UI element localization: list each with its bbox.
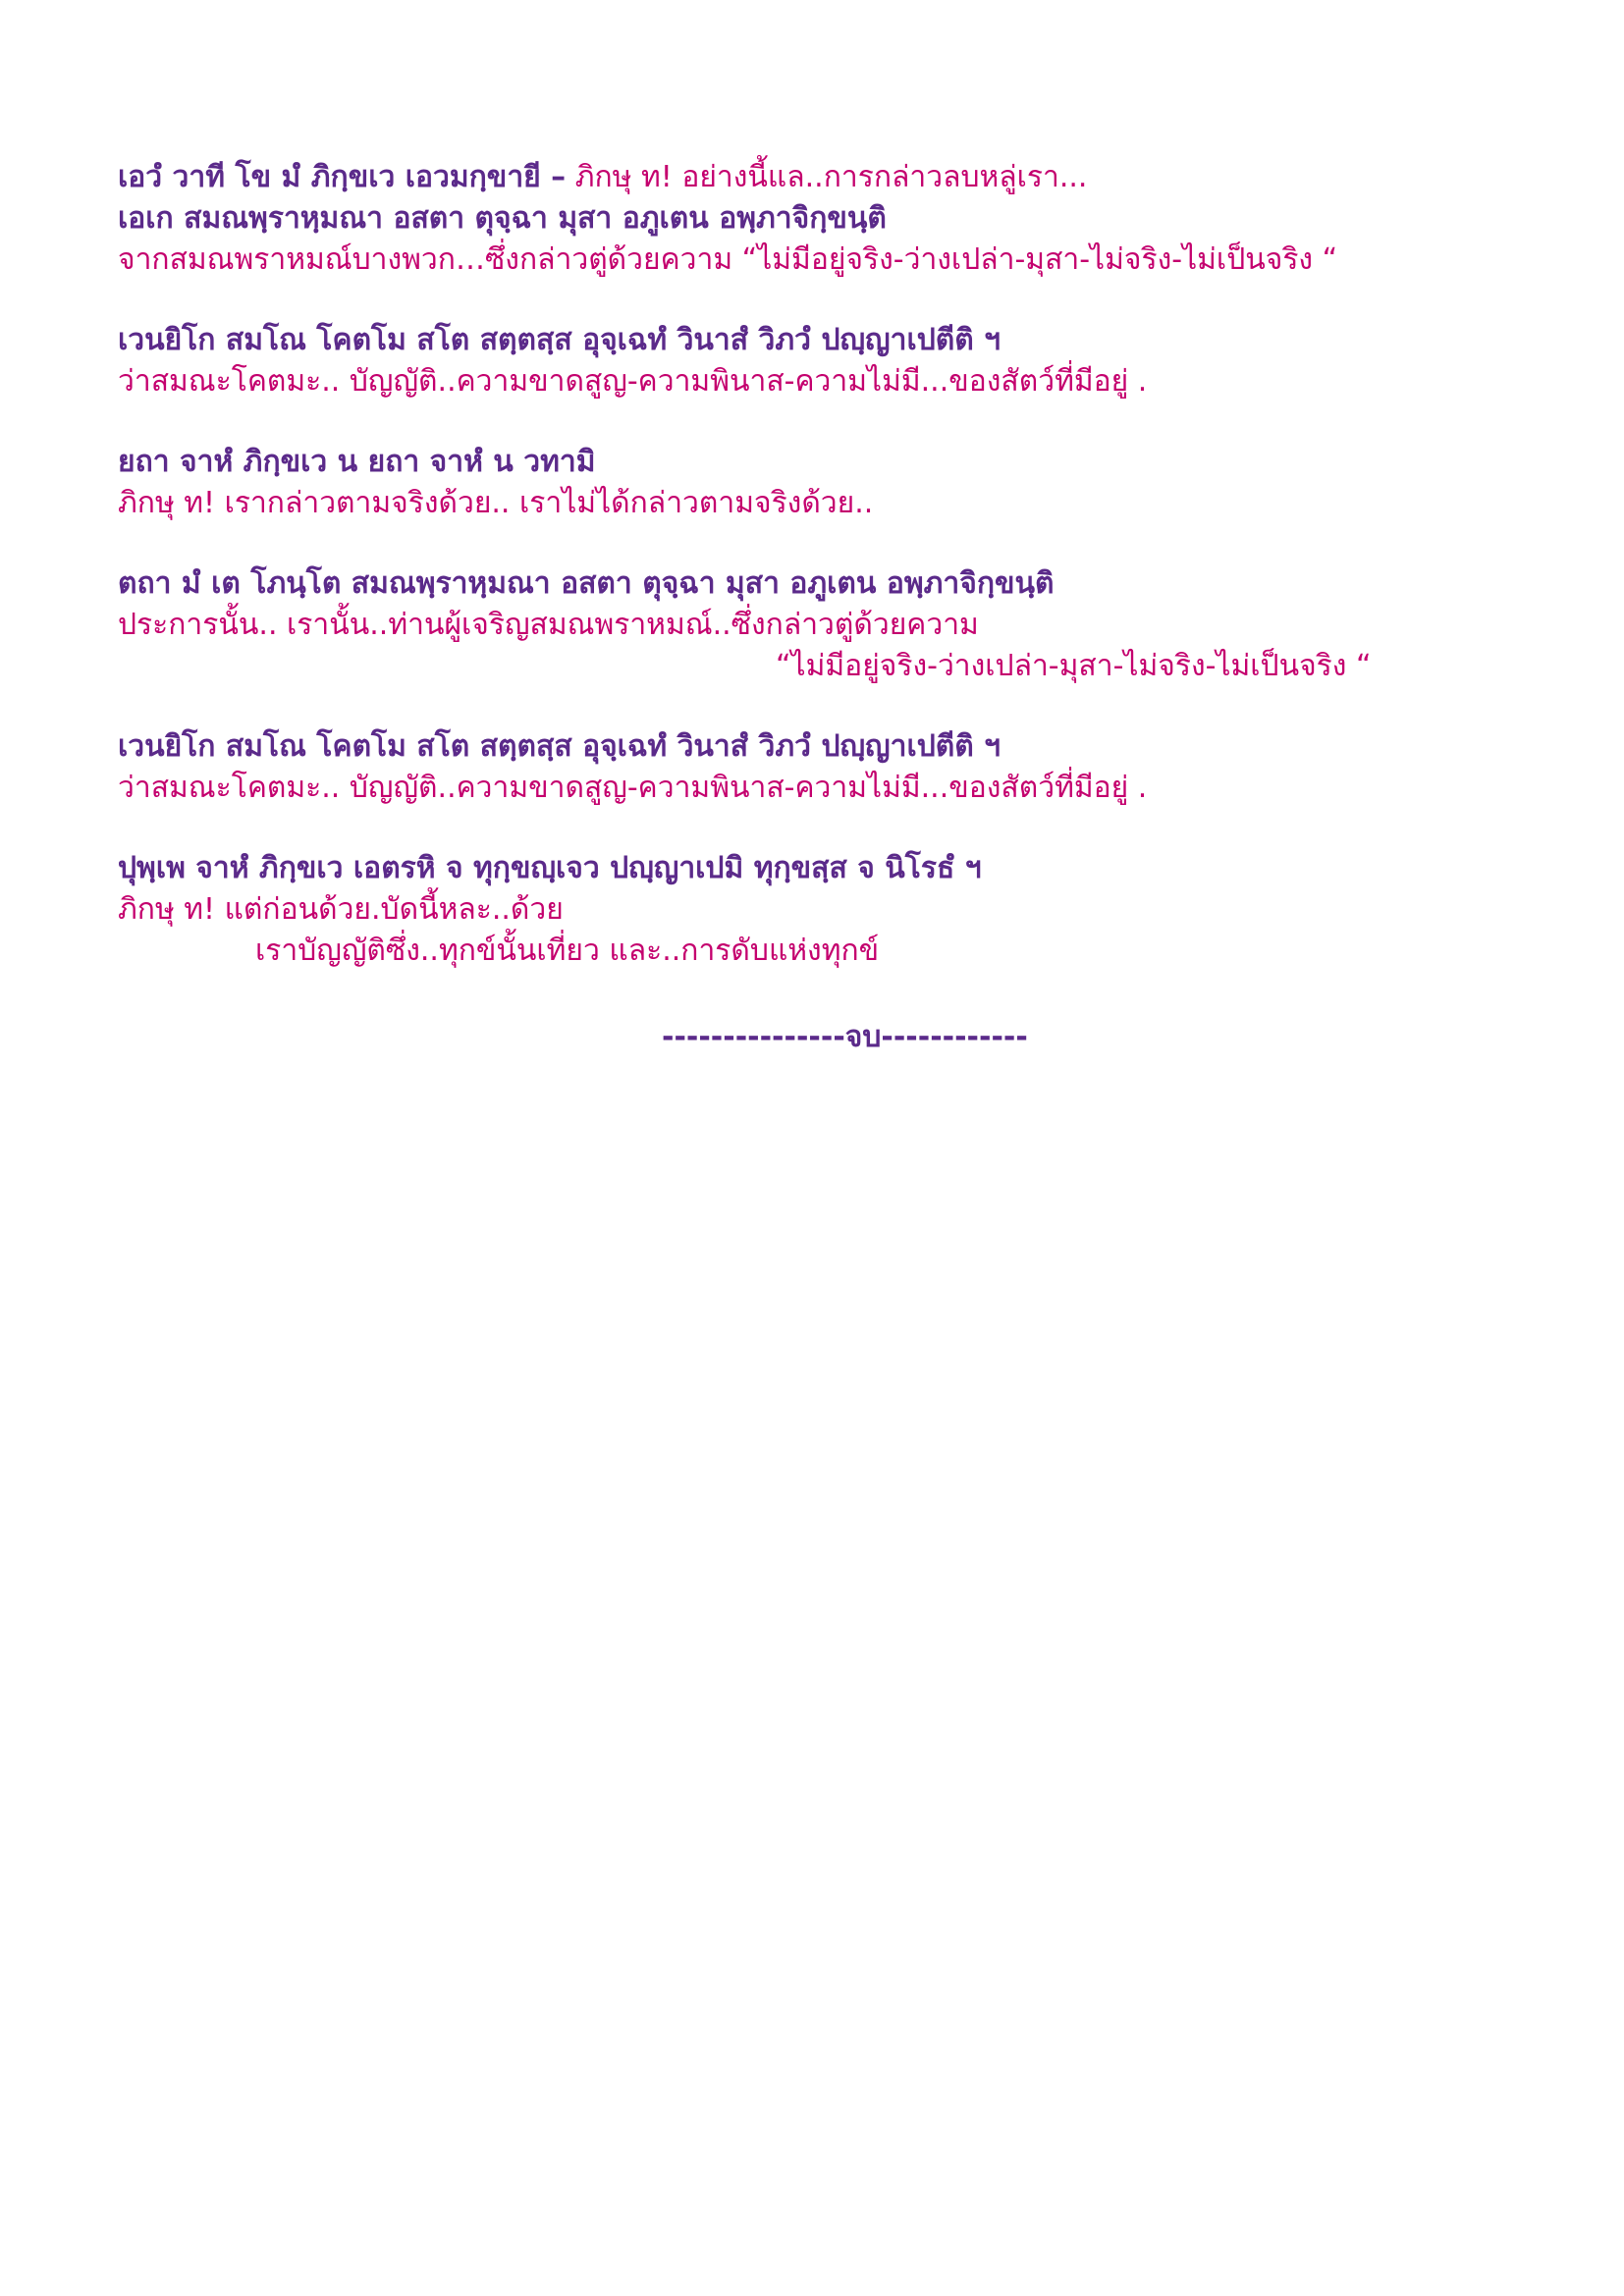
spacer [118,402,1532,442]
verse-2-thai: ว่าสมณะโคตมะ.. บัญญัติ..ความขาดสูญ-ความพินาส-ความไม่มี...ของสัตว์ที่มีอยู่ . [118,364,1148,399]
verse-6-pali: ปุพฺเพ จาหํ ภิกฺขเว เอตรหิ จ ทุกฺขญฺเจว ปญฺญาเปมิ ทุกฺขสฺส จ นิโรธํ ฯ [118,851,982,885]
verse-6-thai: ภิกษุ ท! แต่ก่อนด้วย.บัดนี้หละ..ด้วย [118,892,564,927]
verse-1-thai: จากสมณพราหมณ์บางพวก…ซึ่งกล่าวตู่ด้วยความ “ไม่มีอยู่จริง-ว่างเปล่า-มุสา-ไม่จริง-ไม่เป็นจริง “ [118,242,1338,277]
verse-5-thai: ว่าสมณะโคตมะ.. บัญญัติ..ความขาดสูญ-ความพินาส-ความไม่มี...ของสัตว์ที่มีอยู่ . [118,771,1148,805]
verse-2-pali: เวนยิโก สมโณ โคตโม สโต สตฺตสฺส อุจฺเฉทํ วินาสํ วิภวํ ปญฺญาเปตีติ ฯ [118,323,1001,357]
end-marker: ---------------จบ------------ [662,1020,1028,1054]
verse-4-thai: ประการนั้น.. เรานั้น..ท่านผู้เจริญสมณพราหมณ์..ซึ่งกล่าวตู่ด้วยความ [118,608,979,642]
spacer [118,687,1532,726]
verse-4-thai-quote: “ไม่มีอยู่จริง-ว่างเปล่า-มุสา-ไม่จริง-ไม่เป็นจริง “ [776,649,1372,683]
verse-5-pali: เวนยิโก สมโณ โคตโม สโต สตฺตสฺส อุจฺเฉทํ วินาสํ วิภวํ ปญฺญาเปตีติ ฯ [118,729,1001,764]
verse-1-thai-intro: ภิกษุ ท! อย่างนี้แล..การกล่าวลบหลู่เรา... [566,160,1088,194]
verse-1-line-1 [118,157,1532,198]
verse-6-thai-indented: เราบัญญัติซึ่ง..ทุกข์นั้นเที่ยว และ..การดับแห่งทุกข์ [255,934,880,968]
verse-4-pali: ตถา มํ เต โภนฺโต สมณพฺราหฺมณา อสตา ตุจฺฉา มุสา อภูเตน อพฺภาจิกฺขนฺติ [118,566,1055,601]
spacer [118,281,1532,320]
verse-3-thai: ภิกษุ ท! เรากล่าวตามจริงด้วย.. เราไม่ได้กล่าวตามจริงด้วย.. [118,486,874,520]
document-body [118,157,1532,972]
verse-1-pali: เอเก สมณพฺราหฺมณา อสตา ตุจฺฉา มุสา อภูเตน อพฺภาจิกฺขนฺติ [118,201,887,236]
verse-1-pali-intro: เอวํ วาที โข มํ ภิกฺขเว เอวมกฺขายี – [118,160,567,194]
verse-3-pali: ยถา จาหํ ภิกฺขเว น ยถา จาหํ น วทามิ [118,445,596,479]
spacer [118,524,1532,563]
spacer [118,809,1532,848]
